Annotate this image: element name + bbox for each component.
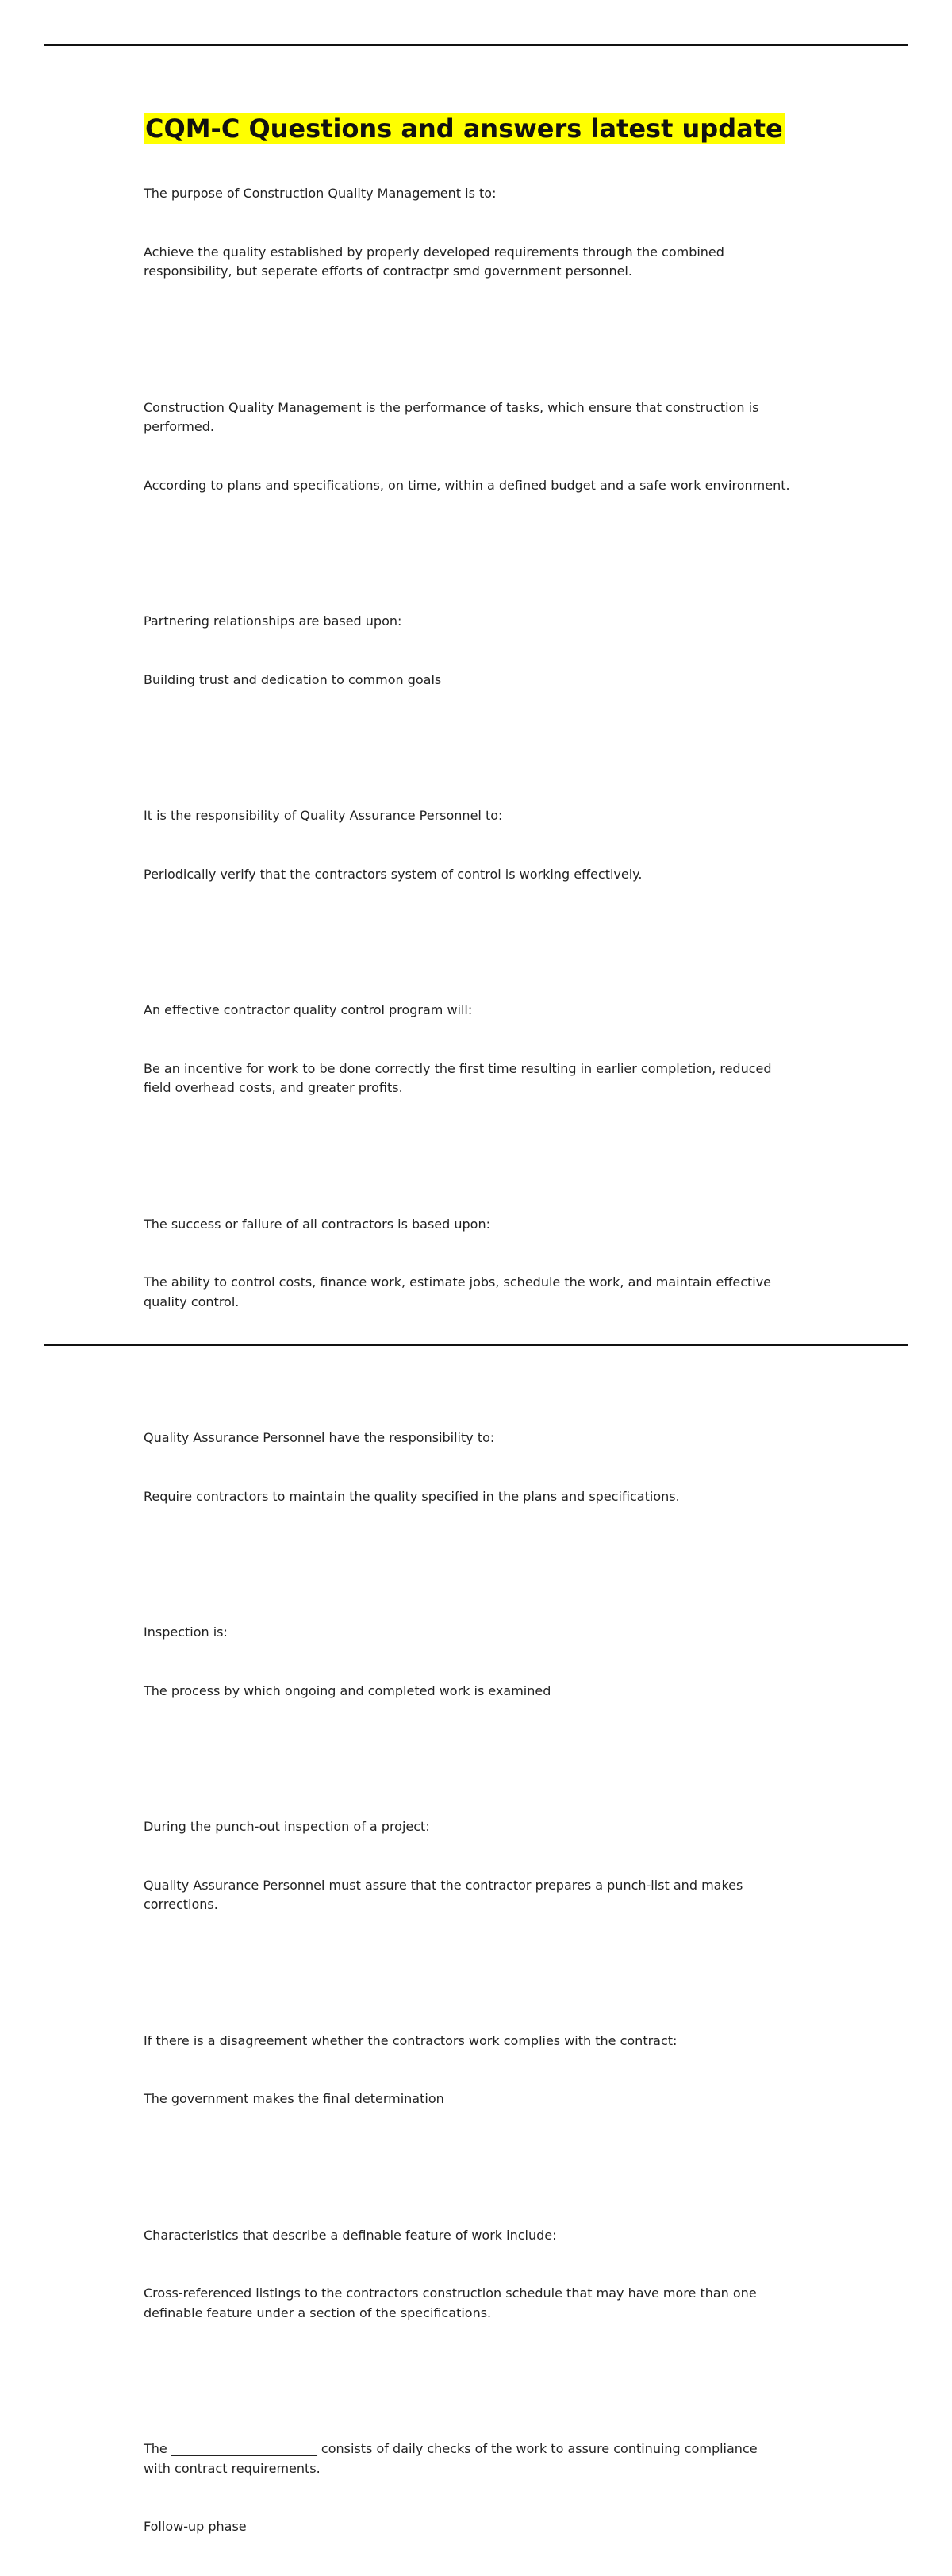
question-text: The purpose of Construction Quality Management is to: [144,186,497,201]
answer-text: Achieve the quality established by properly developed requirements through the combined responsibility, but seperate efforts of contractpr smd government personnel. [144,244,724,279]
answer-text: Require contractors to maintain the quality specified in the plans and specifications. [144,1488,680,1504]
qa-item [144,2401,826,2576]
question-text: Construction Quality Management is the performance of tasks, which ensure that construction is performed. [144,399,759,434]
answer-text: Periodically verify that the contractors system of control is working effectively. [144,866,643,882]
qa-item [144,1584,826,1740]
question-text: It is the responsibility of Quality Assurance Personnel to: [144,808,503,823]
qa-item [144,1993,826,2148]
header-rule [44,44,908,46]
qa-item [144,1390,826,1545]
question-text: Partnering relationships are based upon: [144,613,402,629]
question-text: If there is a disagreement whether the contractors work complies with the contract: [144,2032,678,2048]
answer-text: Follow-up phase [144,2519,247,2534]
answer-text: Cross-referenced listings to the contractors construction schedule that may have more than one definable feature under a section of the specifications. [144,2286,757,2320]
question-text: Inspection is: [144,1624,228,1640]
answer-text: Building trust and dedication to common goals [144,671,442,687]
question-text: The _______________________ consists of daily checks of the work to assure continuing compliance with contract requirements. [144,2441,758,2476]
question-text: The success or failure of all contractors is based upon: [144,1216,490,1232]
answer-text: Be an incentive for work to be done correctly the first time resulting in earlier completion, reduced field overhead costs, and greater profits. [144,1060,772,1095]
qa-item [144,573,826,729]
answer-text: The process by which ongoing and completed work is examined [144,1682,551,1698]
question-text: An effective contractor quality control program will: [144,1002,473,1017]
document-title: CQM-C Questions and answers latest update [144,113,785,144]
answer-text: The government makes the final determination [144,2091,444,2106]
question-text: Characteristics that describe a definable feature of work include: [144,2227,557,2243]
qa-item [144,359,826,535]
qa-item [144,962,826,1137]
question-text: During the punch-out inspection of a project: [144,1819,430,1834]
qa-item [144,1176,826,1351]
qa-item [144,767,826,923]
question-text: Quality Assurance Personnel have the responsibility to: [144,1430,495,1445]
answer-text: The ability to control costs, finance work, estimate jobs, schedule the work, and maintain effective quality control. [144,1275,772,1309]
answer-text: Quality Assurance Personnel must assure that the contractor prepares a punch-list and makes corrections. [144,1877,743,1912]
answer-text: According to plans and specifications, on time, within a defined budget and a safe work environment. [144,477,790,493]
qa-item [144,2187,826,2363]
qa-item [144,1778,826,1954]
footer-rule [44,1344,908,1346]
qa-item [144,145,826,321]
